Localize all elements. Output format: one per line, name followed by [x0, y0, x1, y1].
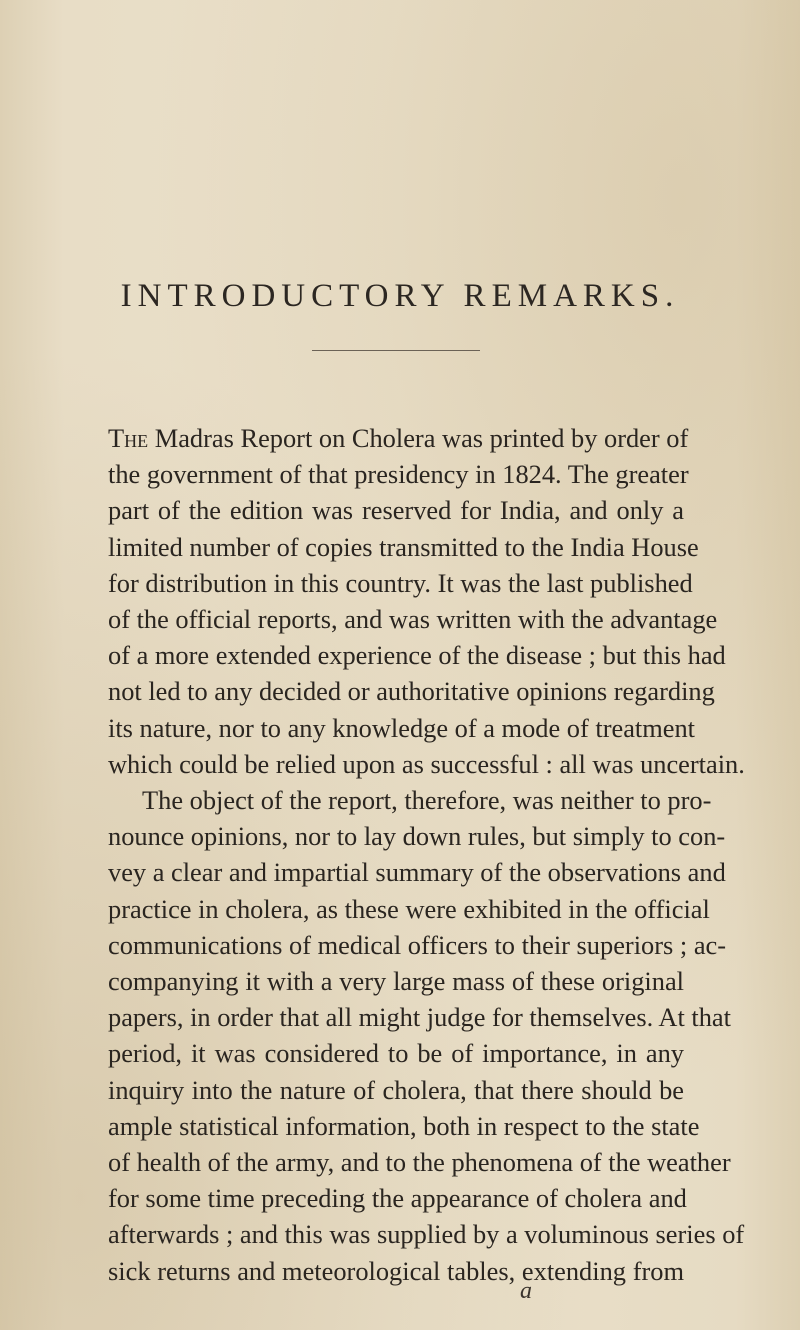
text-line: of a more extended experience of the disease ; but this had [108, 640, 726, 671]
text-line: nounce opinions, nor to lay down rules, but simply to con- [108, 821, 726, 852]
text-line: which could be relied upon as successful : all was uncertain. [108, 748, 745, 779]
opening-word: The [108, 423, 149, 453]
text-line: afterwards ; and this was supplied by a voluminous series of [108, 1219, 745, 1250]
text-line: its nature, nor to any knowledge of a mode of treatment [108, 712, 696, 743]
text-line: for some time preceding the appearance of cholera and [108, 1183, 687, 1214]
text-line: practice in cholera, as these were exhibited in the official [108, 893, 710, 924]
text-line: sick returns and meteorological tables, extending from [108, 1255, 684, 1286]
text-line: vey a clear and impartial summary of the observations and [108, 857, 726, 888]
body-text [108, 420, 745, 1289]
text-line [108, 420, 689, 456]
text-line: communications of medical officers to their superiors ; ac- [108, 929, 727, 960]
heading-rule [312, 350, 480, 351]
text-line: companying it with a very large mass of these original [108, 966, 684, 997]
text-line: of health of the army, and to the phenomena of the weather [108, 1147, 731, 1178]
text-line: limited number of copies transmitted to the India House [108, 531, 699, 562]
text-line: for distribution in this country. It was the last published [108, 567, 693, 598]
text-line: period, it was considered to be of importance, in any [108, 1038, 684, 1069]
signature-mark: a [520, 1278, 532, 1304]
text-line: ample statistical information, both in respect to the state [108, 1110, 700, 1141]
text-line: of the official reports, and was written with the advantage [108, 604, 718, 635]
text-line: inquiry into the nature of cholera, that there should be [108, 1074, 684, 1105]
text-line: the government of that presidency in 1824. The greater [108, 459, 689, 490]
chapter-heading: INTRODUCTORY REMARKS. [120, 278, 680, 314]
text-line: papers, in order that all might judge for themselves. At that [108, 1002, 731, 1033]
text-line: The object of the report, therefore, was neither to pro- [142, 785, 712, 816]
text-line-rest: Madras Report on Cholera was printed by order of [148, 423, 689, 453]
text-line: not led to any decided or authoritative opinions regarding [108, 676, 715, 707]
text-line: part of the edition was reserved for India, and only a [108, 495, 684, 526]
